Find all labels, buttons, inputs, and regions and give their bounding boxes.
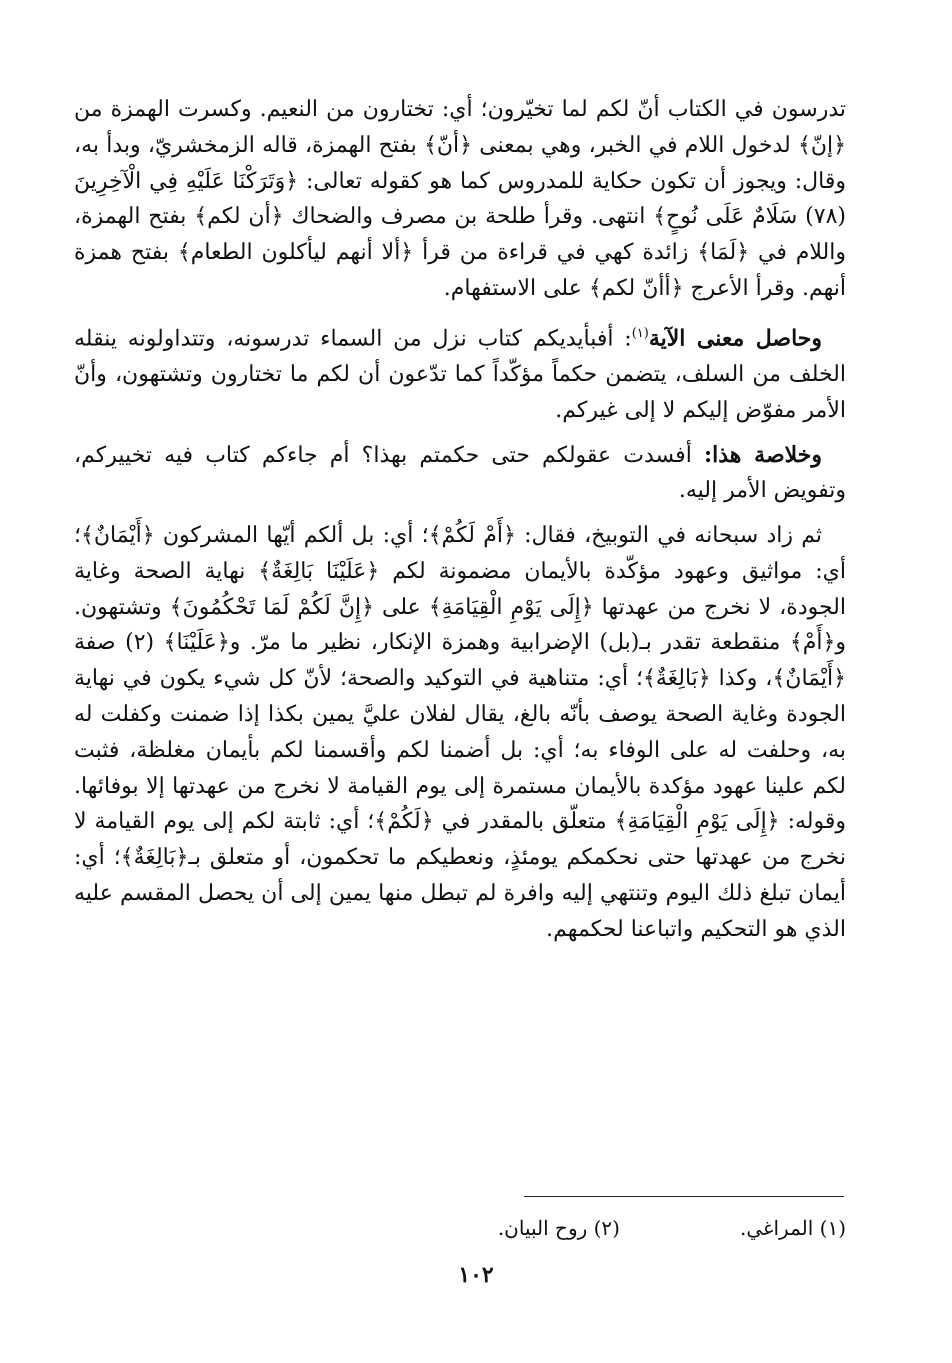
footnote-2: (٢) روح البيان. [497, 1216, 620, 1240]
footnote-divider [524, 1196, 844, 1197]
paragraph-2-heading: وحاصل معنى الآية [648, 325, 822, 352]
paragraph-4 [74, 518, 846, 948]
paragraph-4-text: ثم زاد سبحانه في التوبيخ، فقال: ﴿أَمْ لَكُمْ﴾؛ أي: بل ألكم أيّها المشركون ﴿أَيْمَانٌ﴾؛ أي: مواثيق وعهود مؤكّدة بالأيمان مضمونة لكم ﴿عَلَيْنَا بَالِغَةٌ﴾ نهاية الصحة وغاية الجودة، لا نخرج من عهدتها ﴿إِلَى يَوْمِ الْقِيَامَةِ﴾ على ﴿إِنَّ لَكُمْ لَمَا تَحْكُمُونَ﴾ وتشتهون. و﴿أَمْ﴾ منقطعة تقدر بـ(بل) الإضرابية وهمزة الإنكار، نظير ما مرّ. و﴿عَلَيْنَا﴾ (٢) صفة ﴿أَيْمَانٌ﴾، وكذا ﴿بَالِغَةٌ﴾؛ أي: متناهية في التوكيد والصحة؛ لأنّ كل شيء يكون في نهاية الجودة وغاية الصحة يوصف بأنّه بالغ، يقال لفلان عليَّ يمين بكذا إذا ضمنت وكفلت له به، وحلفت له على الوفاء به؛ أي: بل أضمنا لكم وأقسمنا لكم بأيمان مغلظة، فثبت لكم علينا عهود مؤكدة بالأيمان مستمرة إلى يوم القيامة لا نخرج من عهدتها إلا بوفائها. وقوله: ﴿إِلَى يَوْمِ الْقِيَامَةِ﴾ متعلّق بالمقدر في ﴿لَكُمْ﴾؛ أي: ثابتة لكم إلى يوم القيامة لا نخرج من عهدتها حتى نحكمكم يومئذٍ، ونعطيكم ما تحكمون، أو متعلق بـ﴿بَالِغَةٌ﴾؛ أي: أيمان تبلغ ذلك اليوم وتنتهي إليه وافرة لم تبطل منها يمين إلى أن يحصل المقسم عليه الذي هو التحكيم واتباعنا لحكمهم. [74, 523, 847, 942]
main-text [74, 92, 846, 948]
paragraph-3-heading: وخلاصة هذا: [703, 441, 822, 468]
footnote-1: (١) المراغي. [739, 1216, 846, 1240]
paragraph-1-text: تدرسون في الكتاب أنّ لكم لما تخيّرون؛ أي: تختارون من النعيم. وكسرت الهمزة من ﴿إنّ﴾ لدخول اللام في الخبر، وهي بمعنى ﴿أنّ﴾ بفتح الهمزة، قاله الزمخشريّ، وبدأ به، وقال: ويجوز أن تكون حكاية للمدروس كما هو كقوله تعالى: ﴿وَتَرَكْنَا عَلَيْهِ فِي الْآخِرِينَ (٧٨) سَلَامٌ عَلَى نُوحٍ﴾ انتهى. وقرأ طلحة بن مصرف والضحاك ﴿أن لكم﴾ بفتح الهمزة، واللام في ﴿لَمَا﴾ زائدة كهي في قراءة من قرأ ﴿ألا أنهم ليأكلون الطعام﴾ بفتح همزة أنهم. وقرأ الأعرج ﴿أأنّ لكم﴾ على الاستفهام. [74, 97, 846, 301]
paragraph-3-text: أفسدت عقولكم حتى حكمتم بهذا؟ أم جاءكم كتاب فيه تخييركم، وتفويض الأمر إليه. [74, 442, 846, 504]
footnote-ref-1: (١) [631, 325, 649, 341]
paragraph-2 [74, 316, 846, 429]
paragraph-3 [74, 438, 846, 510]
page-number: ١٠٢ [458, 1262, 494, 1288]
footnotes [74, 1216, 846, 1240]
paragraph-1 [74, 92, 846, 307]
paragraph-2-text: : أفبأيديكم كتاب نزل من السماء تدرسونه، وتتداولونه ينقله الخلف من السلف، يتضمن حكماً مؤكّداً كما تدّعون أن لكم ما تختارون وتشتهون، وأنّ الأمر مفوّض إليكم لا إلى غيركم. [74, 326, 846, 423]
